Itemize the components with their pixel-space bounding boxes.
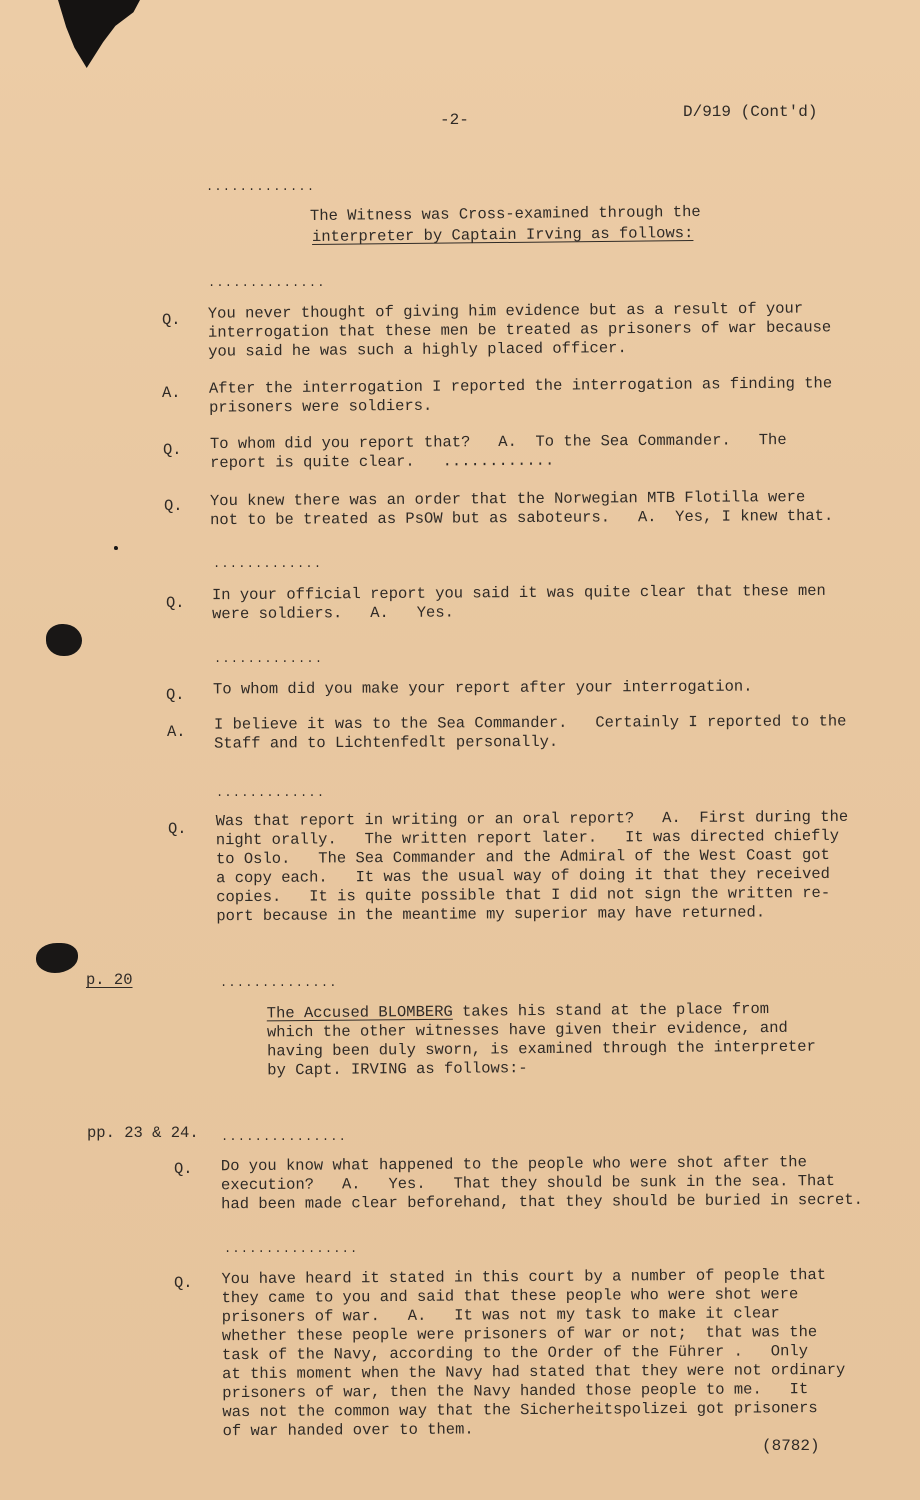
text-line: to Oslo. The Sea Commander and the Admiral of the West Coast got <box>215 845 830 869</box>
text-line: To whom did you make your report after your interrogation. <box>212 677 753 699</box>
question-marker: Q. <box>163 441 182 459</box>
text-line: port because in the meantime my superior may have returned. <box>216 903 766 926</box>
ellipsis-separator: ............. <box>213 557 323 571</box>
ink-speck <box>114 546 118 550</box>
text-line: whether these people were prisoners of war or not; that was the <box>221 1323 818 1346</box>
text-line: night orally. The written report later. It was directed chiefly <box>215 826 840 850</box>
text-line: To whom did you report that? A. To the Sea Commander. The <box>209 430 787 454</box>
question-marker: Q. <box>164 497 183 515</box>
question-text <box>221 1266 845 1441</box>
ellipsis-separator: ............... <box>221 1130 348 1144</box>
text-line: they came to you and said that these people who were shot were <box>221 1285 799 1308</box>
question-text <box>213 678 753 700</box>
question-text <box>210 488 833 530</box>
answer-text <box>214 712 847 753</box>
ellipsis-separator: ............. <box>216 786 326 800</box>
ellipsis-separator: ............. <box>206 180 316 194</box>
text-line: prisoners were soldiers. <box>209 396 433 417</box>
text-line: You have heard it stated in this court by a number of people that <box>221 1265 827 1289</box>
question-marker: Q. <box>162 311 181 329</box>
text-line: which the other witnesses have given their evidence, and <box>266 1018 788 1042</box>
page-reference: pp. 23 & 24. <box>87 1124 199 1142</box>
text-line: not to be treated as PsOW but as saboteurs. A. Yes, I knew that. <box>210 506 834 530</box>
question-marker: Q. <box>166 686 185 704</box>
text-line: interrogation that these men be treated as prisoners of war because <box>207 318 832 342</box>
page-number: -2- <box>440 111 469 129</box>
text-line: task of the Navy, according to the Order of the Führer . Only <box>221 1342 809 1365</box>
question-text <box>221 1153 863 1214</box>
answer-text <box>209 374 833 417</box>
question-marker: Q. <box>174 1160 193 1178</box>
text-line: having been duly sworn, is examined through the interpreter <box>267 1037 816 1061</box>
answer-marker: A. <box>167 723 186 741</box>
text-line: Staff and to Lichtenfedlt personally. <box>214 732 559 753</box>
question-marker: Q. <box>168 820 187 838</box>
question-text <box>210 431 787 473</box>
text-line: of war handed over to them. <box>222 1420 474 1441</box>
text-line: After the interrogation I reported the interrogation as finding the <box>208 374 833 398</box>
answer-marker: A. <box>162 384 181 402</box>
text-line: Do you know what happened to the people who were shot after the <box>220 1153 807 1176</box>
text-line: by Capt. IRVING as follows:- <box>267 1059 528 1080</box>
question-text <box>208 299 832 361</box>
accused-paragraph <box>267 1000 816 1081</box>
document-number: (8782) <box>762 1437 820 1455</box>
text-line: at this moment when the Navy had stated that they were not ordinary <box>222 1360 846 1384</box>
ink-blot <box>36 943 78 973</box>
question-text <box>216 808 849 926</box>
text-line: copies. It is quite possible that I did not sign the written re- <box>216 883 831 907</box>
ellipsis-separator: .............. <box>220 976 338 990</box>
document-reference: D/919 (Cont'd) <box>683 103 818 121</box>
question-marker: Q. <box>166 594 185 612</box>
text-line: report is quite clear. ............ <box>210 451 555 473</box>
text-line: I believe it was to the Sea Commander. Certainly I reported to the <box>213 712 847 734</box>
cross-exam-heading-line1: The Witness was Cross-examined through the <box>309 202 701 226</box>
text-line: had been made clear beforehand, that they should be buried in secret. <box>221 1190 863 1214</box>
text-line: a copy each. It was the usual way of doing it that they received <box>216 864 831 888</box>
text-line: prisoners of war. A. It was not my task to make it clear <box>221 1304 780 1327</box>
text-line: were soldiers. A. Yes. <box>212 603 454 624</box>
text-line: you said he was such a highly placed officer. <box>208 339 627 361</box>
text-line: execution? A. Yes. That they should be sunk in the sea. That <box>220 1171 835 1195</box>
text-line: was not the common way that the Sicherheitspolizei got prisoners <box>222 1399 818 1422</box>
ellipsis-separator: .............. <box>208 276 326 290</box>
ellipsis-separator: ................ <box>224 1242 359 1256</box>
question-text <box>212 582 826 624</box>
text-line: Was that report in writing or an oral report? A. First during the <box>215 807 849 831</box>
ink-blot <box>46 624 82 656</box>
text-line: You never thought of giving him evidence but as a result of your <box>207 299 804 323</box>
question-marker: Q. <box>174 1274 193 1292</box>
accused-name: The Accused BLOMBERG <box>266 1002 453 1023</box>
torn-corner-mark <box>58 0 140 68</box>
text-line: You knew there was an order that the Norwegian MTB Flotilla were <box>209 488 806 511</box>
cross-exam-heading-line2: interpreter by Captain Irving as follows: <box>311 224 694 246</box>
ellipsis-separator: ............. <box>214 652 324 666</box>
text-fragment: takes his stand at the place from <box>452 1000 770 1021</box>
text-line: prisoners of war, then the Navy handed those people to me. It <box>222 1380 809 1403</box>
text-line: In your official report you said it was quite clear that these men <box>211 581 826 605</box>
page-reference: p. 20 <box>86 971 133 989</box>
